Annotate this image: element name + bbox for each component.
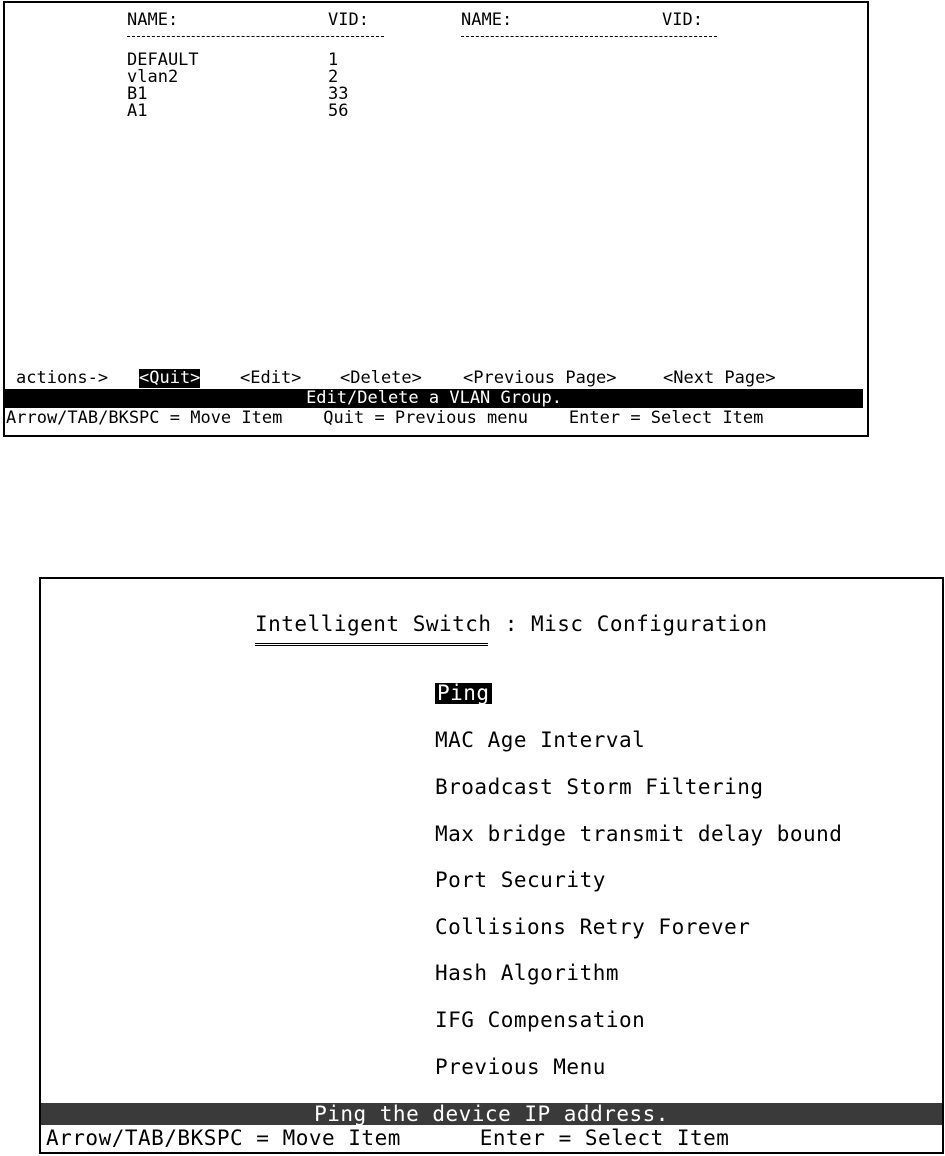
vlan-name: DEFAULT xyxy=(127,50,199,70)
vlan-vid: 56 xyxy=(328,101,349,121)
vlan-vid: 33 xyxy=(328,84,349,104)
vlan-name: A1 xyxy=(127,101,148,121)
vlan-vid: 1 xyxy=(328,50,339,70)
menu-item-collisions-retry-forever[interactable]: Collisions Retry Forever xyxy=(435,915,751,939)
name-column-header: NAME: xyxy=(127,10,179,30)
delete-action[interactable]: <Delete> xyxy=(340,368,422,388)
header-divider-2 xyxy=(461,36,717,37)
page-title: Intelligent Switch : Misc Configuration xyxy=(255,612,768,636)
status-bar: Ping the device IP address. xyxy=(41,1103,942,1125)
next-page-action[interactable]: <Next Page> xyxy=(663,368,776,388)
status-bar: Edit/Delete a VLAN Group. xyxy=(5,389,863,408)
menu-item-mac-age-interval[interactable]: MAC Age Interval xyxy=(435,728,646,752)
vlan-name: vlan2 xyxy=(127,67,179,87)
vlan-vid: 2 xyxy=(328,67,339,87)
edit-action[interactable]: <Edit> xyxy=(240,368,302,388)
menu-item-broadcast-storm-filtering[interactable]: Broadcast Storm Filtering xyxy=(435,775,764,799)
name-column-header-2: NAME: xyxy=(461,10,513,30)
menu-item-max-bridge-transmit-delay-bound[interactable]: Max bridge transmit delay bound xyxy=(435,822,843,846)
header-divider xyxy=(127,36,384,37)
quit-action[interactable]: <Quit> xyxy=(139,368,201,388)
actions-label: actions-> xyxy=(16,368,109,388)
previous-page-action[interactable]: <Previous Page> xyxy=(463,368,617,388)
vlan-name: B1 xyxy=(127,84,148,104)
vid-column-header: VID: xyxy=(328,10,369,30)
menu-item-ifg-compensation[interactable]: IFG Compensation xyxy=(435,1008,646,1032)
menu-item-port-security[interactable]: Port Security xyxy=(435,868,606,892)
vid-column-header-2: VID: xyxy=(662,10,703,30)
misc-configuration-screen xyxy=(39,577,944,1154)
menu-item-ping[interactable]: Ping xyxy=(437,681,490,705)
help-line: Arrow/TAB/BKSPC = Move Item Enter = Select Item xyxy=(46,1126,730,1150)
help-line: Arrow/TAB/BKSPC = Move Item Quit = Previous menu Enter = Select Item xyxy=(6,408,764,428)
menu-item-previous-menu[interactable]: Previous Menu xyxy=(435,1055,606,1079)
title-underline xyxy=(255,643,488,646)
vlan-list-screen xyxy=(3,1,869,437)
menu-item-hash-algorithm[interactable]: Hash Algorithm xyxy=(435,961,620,985)
